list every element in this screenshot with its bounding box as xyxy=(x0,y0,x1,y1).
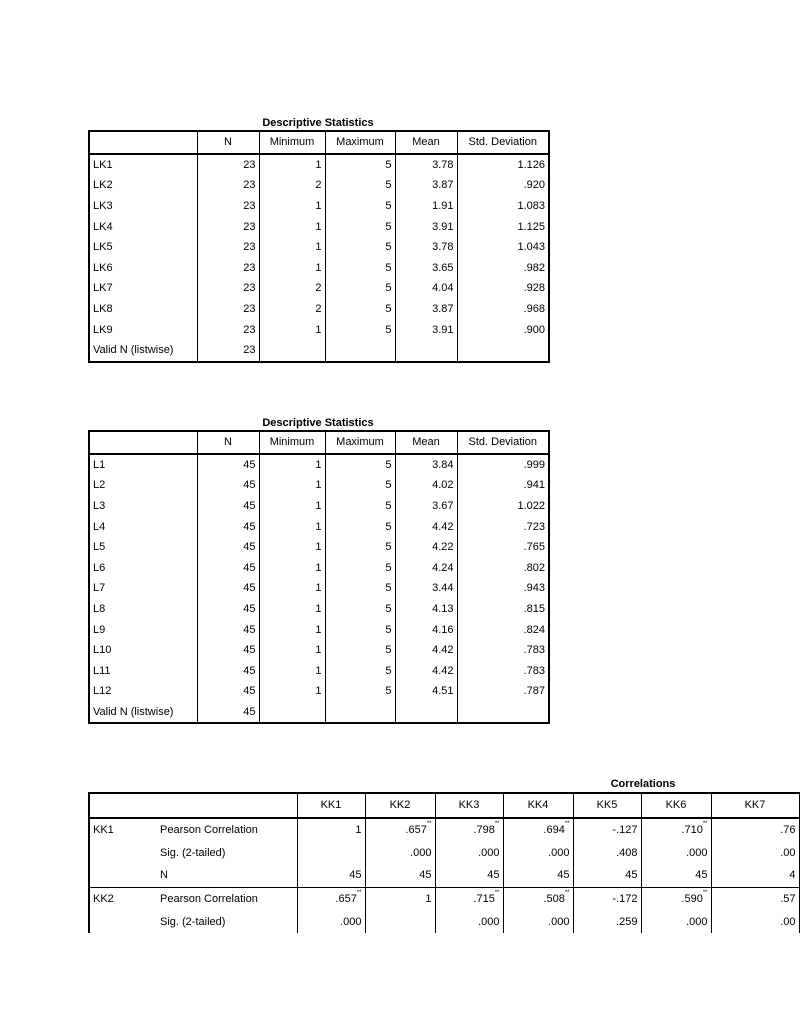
table-cell: 3.84 xyxy=(395,454,457,476)
table-cell: 45 xyxy=(197,599,259,620)
column-header: Minimum xyxy=(259,131,325,154)
table-cell: 4.42 xyxy=(395,516,457,537)
table-cell: 1.126 xyxy=(457,154,549,176)
table-cell: .694** xyxy=(503,818,573,842)
table-row xyxy=(89,237,549,258)
table-cell: 1 xyxy=(259,319,325,340)
table-cell: 5 xyxy=(325,237,395,258)
table-cell: 5 xyxy=(325,661,395,682)
table-row xyxy=(89,640,549,661)
statistic-label: Sig. (2-tailed) xyxy=(157,910,297,933)
table-cell: 2 xyxy=(259,278,325,299)
table-cell: .00 xyxy=(711,841,799,864)
table-cell xyxy=(259,340,325,362)
table-cell: 5 xyxy=(325,516,395,537)
table-cell: .943 xyxy=(457,578,549,599)
table-row xyxy=(89,340,549,362)
table-cell: 1 xyxy=(259,537,325,558)
descriptive-statistics-block-2 xyxy=(88,416,548,724)
table-cell: 3.78 xyxy=(395,154,457,176)
row-label: LK3 xyxy=(89,196,197,217)
column-header: N xyxy=(197,131,259,154)
table-caption: Descriptive Statistics xyxy=(262,417,374,429)
table-cell: .941 xyxy=(457,475,549,496)
table-row xyxy=(89,216,549,237)
significance-marker: ** xyxy=(494,890,500,897)
table-cell: 1 xyxy=(259,454,325,476)
table-row xyxy=(89,537,549,558)
table-cell: 45 xyxy=(197,537,259,558)
row-label: L2 xyxy=(89,475,197,496)
statistic-label: N xyxy=(157,864,297,887)
table-cell: -.172 xyxy=(573,887,641,910)
table-cell: 1 xyxy=(297,818,365,842)
table-cell: .000 xyxy=(503,841,573,864)
table-cell: 5 xyxy=(325,258,395,279)
table-cell: .982 xyxy=(457,258,549,279)
column-header xyxy=(89,431,197,454)
table-cell: 5 xyxy=(325,496,395,517)
table-cell: 5 xyxy=(325,454,395,476)
table-cell: 1 xyxy=(259,558,325,579)
statistic-label: Pearson Correlation xyxy=(157,818,297,842)
table-cell: 5 xyxy=(325,537,395,558)
table-cell: 5 xyxy=(325,599,395,620)
table-cell: 1.043 xyxy=(457,237,549,258)
table-row xyxy=(89,454,549,476)
descriptive-statistics-table-2 xyxy=(88,430,550,724)
correlations-caption: Correlations xyxy=(610,778,676,790)
table-cell: .000 xyxy=(435,841,503,864)
table-row xyxy=(89,599,549,620)
statistic-label: Sig. (2-tailed) xyxy=(157,841,297,864)
row-label: L8 xyxy=(89,599,197,620)
table-cell: 4.42 xyxy=(395,640,457,661)
table-row xyxy=(89,841,799,864)
table-cell: .900 xyxy=(457,319,549,340)
table-cell xyxy=(395,702,457,724)
table-cell: 3.65 xyxy=(395,258,457,279)
table-cell: 3.91 xyxy=(395,319,457,340)
table-row xyxy=(89,299,549,320)
table-cell: .000 xyxy=(297,910,365,933)
table-cell: 5 xyxy=(325,175,395,196)
table-row xyxy=(89,681,549,702)
table-cell: 1.91 xyxy=(395,196,457,217)
table-cell: 45 xyxy=(197,661,259,682)
table-cell: 1 xyxy=(259,154,325,176)
table-cell: 5 xyxy=(325,640,395,661)
table-cell: 1 xyxy=(259,661,325,682)
variable-label xyxy=(89,910,157,933)
column-header: N xyxy=(197,431,259,454)
row-label: L5 xyxy=(89,537,197,558)
table-row xyxy=(89,516,549,537)
table-cell: 23 xyxy=(197,258,259,279)
column-header: KK6 xyxy=(641,793,711,818)
table-cell: 45 xyxy=(365,864,435,887)
table-cell: 1 xyxy=(259,216,325,237)
table-row xyxy=(89,578,549,599)
table-cell: 45 xyxy=(197,516,259,537)
column-header: KK1 xyxy=(297,793,365,818)
table-cell: .710** xyxy=(641,818,711,842)
table-cell: -.127 xyxy=(573,818,641,842)
column-header: Mean xyxy=(395,431,457,454)
table-cell: .000 xyxy=(641,841,711,864)
descriptive-statistics-table-1 xyxy=(88,130,550,363)
table-cell: 23 xyxy=(197,299,259,320)
table-cell: .783 xyxy=(457,640,549,661)
table-cell: .815 xyxy=(457,599,549,620)
table-cell: 1 xyxy=(259,237,325,258)
table-cell: 1.125 xyxy=(457,216,549,237)
table-cell: 23 xyxy=(197,319,259,340)
table-cell: 5 xyxy=(325,475,395,496)
descriptive-statistics-block-1 xyxy=(88,116,548,363)
table-cell xyxy=(325,702,395,724)
row-label: Valid N (listwise) xyxy=(89,340,197,362)
table-cell: .000 xyxy=(365,841,435,864)
table-cell: 1 xyxy=(259,196,325,217)
table-row xyxy=(89,196,549,217)
table-cell: .802 xyxy=(457,558,549,579)
table-cell: 5 xyxy=(325,681,395,702)
table-cell: .76 xyxy=(711,818,799,842)
statistic-label: Pearson Correlation xyxy=(157,887,297,910)
table-cell: 23 xyxy=(197,340,259,362)
header-row xyxy=(89,131,549,154)
table-cell: 3.87 xyxy=(395,299,457,320)
table-cell: 3.78 xyxy=(395,237,457,258)
row-label: L1 xyxy=(89,454,197,476)
row-label: Valid N (listwise) xyxy=(89,702,197,724)
significance-marker: ** xyxy=(426,821,432,828)
table-cell: 23 xyxy=(197,237,259,258)
table-cell: .657** xyxy=(365,818,435,842)
column-header: KK2 xyxy=(365,793,435,818)
significance-marker: ** xyxy=(564,821,570,828)
table-cell: 23 xyxy=(197,196,259,217)
table-row xyxy=(89,175,549,196)
column-header xyxy=(89,131,197,154)
table-cell: .57 xyxy=(711,887,799,910)
table-caption: Descriptive Statistics xyxy=(262,117,374,129)
table-cell: 1 xyxy=(259,578,325,599)
table-cell xyxy=(395,340,457,362)
table-row xyxy=(89,258,549,279)
corner-header xyxy=(89,793,297,818)
table-row xyxy=(89,818,799,842)
column-header: Minimum xyxy=(259,431,325,454)
table-row xyxy=(89,496,549,517)
table-cell: .00 xyxy=(711,910,799,933)
header-row xyxy=(89,431,549,454)
row-label: LK9 xyxy=(89,319,197,340)
column-header: KK3 xyxy=(435,793,503,818)
table-row xyxy=(89,661,549,682)
table-cell: 45 xyxy=(197,578,259,599)
table-cell: 23 xyxy=(197,175,259,196)
table-cell: 45 xyxy=(197,475,259,496)
row-label: L9 xyxy=(89,619,197,640)
row-label: LK7 xyxy=(89,278,197,299)
row-label: LK8 xyxy=(89,299,197,320)
table-cell: 4.16 xyxy=(395,619,457,640)
significance-marker: ** xyxy=(564,890,570,897)
table-cell: 23 xyxy=(197,278,259,299)
table-cell: .508** xyxy=(503,887,573,910)
table-row xyxy=(89,887,799,910)
table-cell: 1 xyxy=(259,681,325,702)
correlations-block xyxy=(88,777,796,930)
variable-label xyxy=(89,841,157,864)
row-label: L12 xyxy=(89,681,197,702)
table-cell xyxy=(297,841,365,864)
column-header: Mean xyxy=(395,131,457,154)
table-cell: .798** xyxy=(435,818,503,842)
table-cell: 45 xyxy=(503,864,573,887)
variable-label: KK1 xyxy=(89,818,157,842)
row-label: LK2 xyxy=(89,175,197,196)
table-cell xyxy=(457,340,549,362)
table-cell: 1 xyxy=(259,619,325,640)
column-header: Maximum xyxy=(325,131,395,154)
table-cell: .999 xyxy=(457,454,549,476)
table-row xyxy=(89,475,549,496)
table-cell: 4.22 xyxy=(395,537,457,558)
table-row xyxy=(89,319,549,340)
table-cell: .787 xyxy=(457,681,549,702)
table-cell: 1 xyxy=(259,496,325,517)
table-cell: .259 xyxy=(573,910,641,933)
column-header: Maximum xyxy=(325,431,395,454)
table-cell: 45 xyxy=(641,864,711,887)
significance-marker: ** xyxy=(702,821,708,828)
row-label: L4 xyxy=(89,516,197,537)
table-cell: 45 xyxy=(197,558,259,579)
table-cell: 45 xyxy=(197,454,259,476)
table-cell: .657** xyxy=(297,887,365,910)
table-row xyxy=(89,910,799,933)
table-cell: 1 xyxy=(259,475,325,496)
table-cell xyxy=(325,340,395,362)
table-cell: 5 xyxy=(325,196,395,217)
table-cell: .000 xyxy=(503,910,573,933)
table-cell: 5 xyxy=(325,578,395,599)
table-cell: 5 xyxy=(325,278,395,299)
table-cell: .928 xyxy=(457,278,549,299)
table-cell xyxy=(259,702,325,724)
column-header: Std. Deviation xyxy=(457,131,549,154)
variable-label xyxy=(89,864,157,887)
column-header: KK7 xyxy=(711,793,799,818)
row-label: L7 xyxy=(89,578,197,599)
column-header: Std. Deviation xyxy=(457,431,549,454)
table-cell: 45 xyxy=(197,619,259,640)
table-cell: .765 xyxy=(457,537,549,558)
column-header: KK5 xyxy=(573,793,641,818)
table-cell: .723 xyxy=(457,516,549,537)
significance-marker: ** xyxy=(702,890,708,897)
table-cell: .968 xyxy=(457,299,549,320)
table-cell: 23 xyxy=(197,154,259,176)
table-cell: 5 xyxy=(325,154,395,176)
table-cell: 3.44 xyxy=(395,578,457,599)
table-cell: .590** xyxy=(641,887,711,910)
table-cell: 2 xyxy=(259,299,325,320)
table-row xyxy=(89,619,549,640)
table-cell: 5 xyxy=(325,558,395,579)
table-cell: 4.04 xyxy=(395,278,457,299)
row-label: L10 xyxy=(89,640,197,661)
table-cell: .408 xyxy=(573,841,641,864)
table-cell: 1 xyxy=(259,599,325,620)
table-cell: 1 xyxy=(259,258,325,279)
row-label: LK4 xyxy=(89,216,197,237)
table-cell: 1.083 xyxy=(457,196,549,217)
table-cell: 3.67 xyxy=(395,496,457,517)
row-label: L6 xyxy=(89,558,197,579)
table-row xyxy=(89,864,799,887)
table-cell: 1.022 xyxy=(457,496,549,517)
table-cell: 45 xyxy=(197,702,259,724)
table-cell: 5 xyxy=(325,619,395,640)
table-cell: 45 xyxy=(197,496,259,517)
table-cell: 4.02 xyxy=(395,475,457,496)
table-cell: 45 xyxy=(573,864,641,887)
table-cell: 45 xyxy=(197,681,259,702)
row-label: L3 xyxy=(89,496,197,517)
table-cell: 1 xyxy=(259,516,325,537)
table-cell: .000 xyxy=(435,910,503,933)
table-cell: 1 xyxy=(365,887,435,910)
table-cell: 4.51 xyxy=(395,681,457,702)
row-label: LK6 xyxy=(89,258,197,279)
table-cell xyxy=(365,910,435,933)
row-label: L11 xyxy=(89,661,197,682)
table-cell: 23 xyxy=(197,216,259,237)
variable-label: KK2 xyxy=(89,887,157,910)
table-cell: 5 xyxy=(325,299,395,320)
column-header: KK4 xyxy=(503,793,573,818)
table-cell: 5 xyxy=(325,216,395,237)
table-row xyxy=(89,558,549,579)
row-label: LK1 xyxy=(89,154,197,176)
table-row xyxy=(89,154,549,176)
table-cell: 3.91 xyxy=(395,216,457,237)
table-cell: 45 xyxy=(435,864,503,887)
table-row xyxy=(89,702,549,724)
table-cell: 4 xyxy=(711,864,799,887)
table-cell: 5 xyxy=(325,319,395,340)
table-cell: .824 xyxy=(457,619,549,640)
correlations-table xyxy=(88,792,800,933)
table-cell: 45 xyxy=(197,640,259,661)
table-cell: .920 xyxy=(457,175,549,196)
table-cell: 4.13 xyxy=(395,599,457,620)
table-cell: 4.42 xyxy=(395,661,457,682)
table-cell: .000 xyxy=(641,910,711,933)
table-row xyxy=(89,278,549,299)
row-label: LK5 xyxy=(89,237,197,258)
table-cell: .715** xyxy=(435,887,503,910)
table-cell: 2 xyxy=(259,175,325,196)
table-cell: .783 xyxy=(457,661,549,682)
significance-marker: ** xyxy=(494,821,500,828)
table-cell: 1 xyxy=(259,640,325,661)
table-cell: 45 xyxy=(297,864,365,887)
significance-marker: ** xyxy=(356,890,362,897)
header-row xyxy=(89,793,799,818)
table-cell: 3.87 xyxy=(395,175,457,196)
table-cell: 4.24 xyxy=(395,558,457,579)
table-cell xyxy=(457,702,549,724)
